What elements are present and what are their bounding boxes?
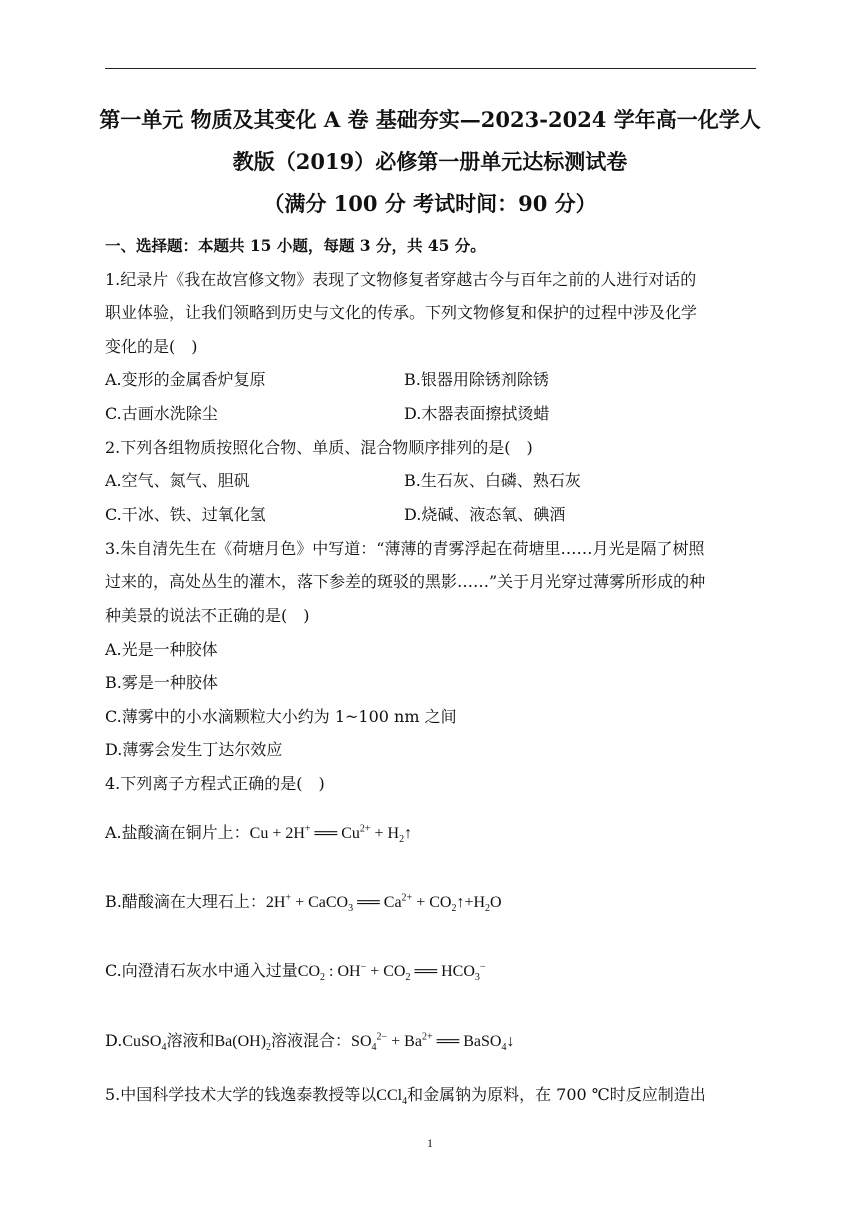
question-1-stem-line-2: 职业体验，让我们领略到历史与文化的传承。下列文物修复和保护的过程中涉及化学 <box>105 303 698 322</box>
question-1-option-c: C.古画水洗除尘 <box>105 404 218 423</box>
section-heading: 一、选择题：本题共 15 小题，每题 3 分，共 45 分。 <box>105 236 486 255</box>
question-3-option-c: C.薄雾中的小水滴颗粒大小约为 1~100 nm 之间 <box>105 707 457 726</box>
question-2-option-c: C.干冰、铁、过氧化氢 <box>105 505 266 524</box>
equation-d: $SO_4^{2-} + Ba^{2+}$ ══ BaSO$_4$↓ <box>351 1031 515 1054</box>
option-b-text: B.醋酸滴在大理石上： <box>105 892 266 911</box>
question-3-option-a: A.光是一种胶体 <box>105 640 218 659</box>
exam-info: （满分 100 分 考试时间：90 分） <box>263 191 597 216</box>
option-d-text-1: 溶液和 <box>166 1031 215 1050</box>
equation-a: Cu + 2H+ ══ $Cu^{2+}$ + $H_2↑$ <box>249 823 413 846</box>
question-4-stem: 4.下列离子方程式正确的是( ) <box>105 774 325 793</box>
question-3-stem-line-1: 3.朱自清先生在《荷塘月色》中写道：“薄薄的青雾浮起在荷塘里……月光是隔了树照 <box>105 539 705 558</box>
question-2-option-a: A.空气、氮气、胆矾 <box>105 471 250 490</box>
question-1-stem-line-3: 变化的是( ) <box>105 337 198 356</box>
equation-c: $CO_2$ : $OH^- + CO_2$ ══ $HCO_3^-$ <box>297 961 486 984</box>
question-4-option-c <box>105 958 486 984</box>
question-5-stem-line-1 <box>105 1082 706 1108</box>
question-4-option-a <box>105 820 413 846</box>
question-4-option-d <box>105 1028 515 1054</box>
page-title-line-2: 教版（2019）必修第一册单元达标测试卷 <box>232 149 628 174</box>
question-1-stem-line-1: 1.纪录片《我在故宫修文物》表现了文物修复者穿越古今与百年之前的人进行对话的 <box>105 270 697 289</box>
question-5-text-1: 5.中国科学技术大学的钱逸泰教授等以 <box>105 1085 377 1104</box>
question-1-option-d: D.木器表面擦拭烫蜡 <box>404 404 550 423</box>
question-3-stem-line-2: 过来的，高处丛生的灌木，落下参差的斑驳的黑影……”关于月光穿过薄雾所形成的种 <box>105 572 706 591</box>
page-title-line-1: 第一单元 物质及其变化 A 卷 基础夯实—2023-2024 学年高一化学人 <box>99 107 761 132</box>
option-d-label: D. <box>105 1031 123 1050</box>
question-3-stem-line-3: 种美景的说法不正确的是( ) <box>105 606 310 625</box>
question-2-option-b: B.生石灰、白磷、熟石灰 <box>404 471 581 490</box>
question-3-option-d: D.薄雾会发生丁达尔效应 <box>105 740 283 759</box>
option-c-text: C.向澄清石灰水中通入过量 <box>105 961 298 980</box>
equation-b: 2H+ + CaCO$_3$ ══ $Ca^{2+}$ + $CO_2↑+H_2O$ <box>265 892 502 915</box>
option-a-text: A.盐酸滴在铜片上： <box>105 823 250 842</box>
header-rule <box>105 68 756 69</box>
question-5-text-2: 和金属钠为原料，在 700 ℃时反应制造出 <box>407 1085 706 1104</box>
question-1-option-b: B.银器用除锈剂除锈 <box>404 370 549 389</box>
formula-baoh2: $Ba(OH)_2$ <box>214 1033 272 1054</box>
page-number: 1 <box>427 1136 433 1150</box>
question-4-option-b <box>105 889 502 915</box>
formula-cuso4: CuSO$_4$ <box>122 1033 167 1054</box>
question-2-stem: 2.下列各组物质按照化合物、单质、混合物顺序排列的是( ) <box>105 438 533 457</box>
option-d-text-2: 溶液混合： <box>271 1031 352 1050</box>
question-2-option-d: D.烧碱、液态氧、碘酒 <box>404 505 566 524</box>
formula-ccl4: CCl$_4$ <box>376 1087 408 1108</box>
question-1-option-a: A.变形的金属香炉复原 <box>105 370 266 389</box>
question-3-option-b: B.雾是一种胶体 <box>105 673 218 692</box>
